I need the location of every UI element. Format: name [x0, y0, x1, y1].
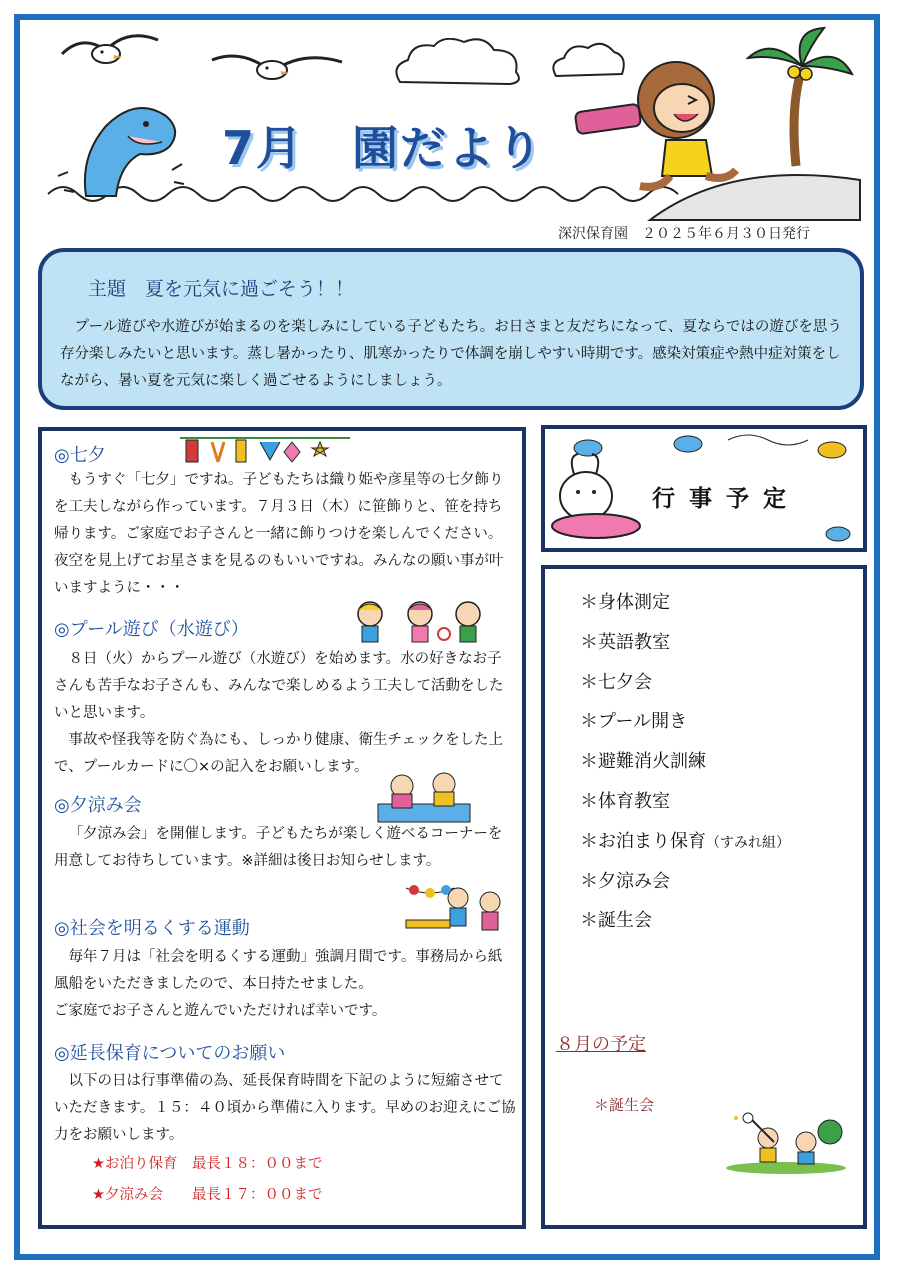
august-title: ８月の予定: [556, 1034, 646, 1055]
children-balloon-icon: [402, 880, 506, 934]
children-playing-water-icon: [350, 598, 490, 646]
issue-date: 深沢保育園 ２０２５年６月３０日発行: [558, 226, 810, 242]
palm-tree-icon: [746, 26, 856, 176]
cloud-icon: [388, 38, 536, 90]
children-bug-catching-icon: [724, 1112, 848, 1176]
seagull-icon: [206, 44, 346, 84]
event-item: ＊プール開き: [580, 711, 688, 733]
event-item: ＊体育教室: [580, 790, 670, 812]
event-item: ＊英語教室: [580, 631, 670, 653]
children-yusuzumi-icon: [374, 770, 474, 824]
august-item: ＊誕生会: [594, 1096, 655, 1114]
event-item: ＊誕生会: [580, 910, 652, 932]
tanabata-decoration-icon: [180, 434, 350, 466]
theme-title: 主題 夏を元気に過ごそう！！: [88, 278, 355, 300]
event-item: ＊夕涼み会: [580, 870, 670, 892]
event-item-note: （すみれ組）: [706, 834, 790, 851]
section-body-yusuzumi: 「夕涼み会」を開催します。子どもたちが楽しく遊べるコーナーを用意してお待ちしています。※詳細は後日お知らせします。: [54, 826, 503, 869]
event-item: ＊身体測定: [580, 592, 670, 613]
newsletter-title: 7月 園だより: [222, 121, 545, 175]
section-body-extended: 以下の日は行事準備の為、延長保育時間を下記のように短縮させていただきます。１５：４０頃から準備に入ります。早めのお迎えにご協力をお願いします。: [54, 1073, 516, 1143]
event-item: ＊お泊まり保育（すみれ組）: [580, 830, 790, 852]
section-title-yusuzumi: ◎夕涼み会: [54, 795, 142, 816]
theme-body: プール遊びや水遊びが始まるのを楽しみにしている子どもたち。お日さまと友だちになって、夏ならではの遊びを思う存分楽しみたいと思います。蒸し暑かったり、肌寒かったりで体調を崩しやすい時期です。感染対策症や熱中症対策をしながら、暑い夏を元気に楽しく過ごせるようにしましょう。: [60, 319, 842, 389]
events-list: [580, 588, 790, 946]
seagull-icon: [58, 30, 163, 72]
extended-note-sleepover: ★お泊り保育 最長１８：００まで: [92, 1156, 323, 1172]
event-item: ＊避難消火訓練: [580, 751, 706, 773]
section-title-pool: ◎プール遊び（水遊び）: [54, 619, 249, 640]
section-body-campaign: 毎年７月は「社会を明るくする運動」強調月間です。事務局から紙風船をいただきましたので、本日持たせました。 ご家庭でお子さんと遊んでいただければ幸いです。: [54, 949, 503, 1019]
monkey-icon: [570, 52, 770, 192]
section-title-campaign: ◎社会を明るくする運動: [54, 918, 250, 939]
section-body-pool: ８日（火）からプール遊び（水遊び）を始めます。水の好きなお子さんも苦手なお子さんも、みんなで楽しめるよう工夫して活動をしたいと思います。 事故や怪我等を防ぐ為にも、しっかり健康、衛生チェックをした上で、プールカードに〇×の記入をお願いします。: [54, 651, 504, 775]
extended-note-yusuzumi: ★夕涼み会 最長１７：００まで: [92, 1187, 323, 1203]
events-heading: 行事予定: [652, 486, 800, 512]
dolphin-icon: [56, 96, 186, 206]
section-title-tanabata: ◎七夕: [54, 445, 106, 466]
section-title-extended: ◎延長保育についてのお願い: [54, 1043, 286, 1064]
section-body-tanabata: もうすぐ「七夕」ですね。子どもたちは織り姫や彦星等の七夕飾りを工夫しながら作っています。７月３日（木）に笹飾りと、笹を持ち帰ります。ご家庭でお子さんと一緒に飾りつけを楽しんでください。夜空を見上げてお星さまを見るのもいいですね。みんなの願い事が叶いますように・・・: [54, 472, 504, 596]
event-item: ＊七夕会: [580, 671, 652, 693]
